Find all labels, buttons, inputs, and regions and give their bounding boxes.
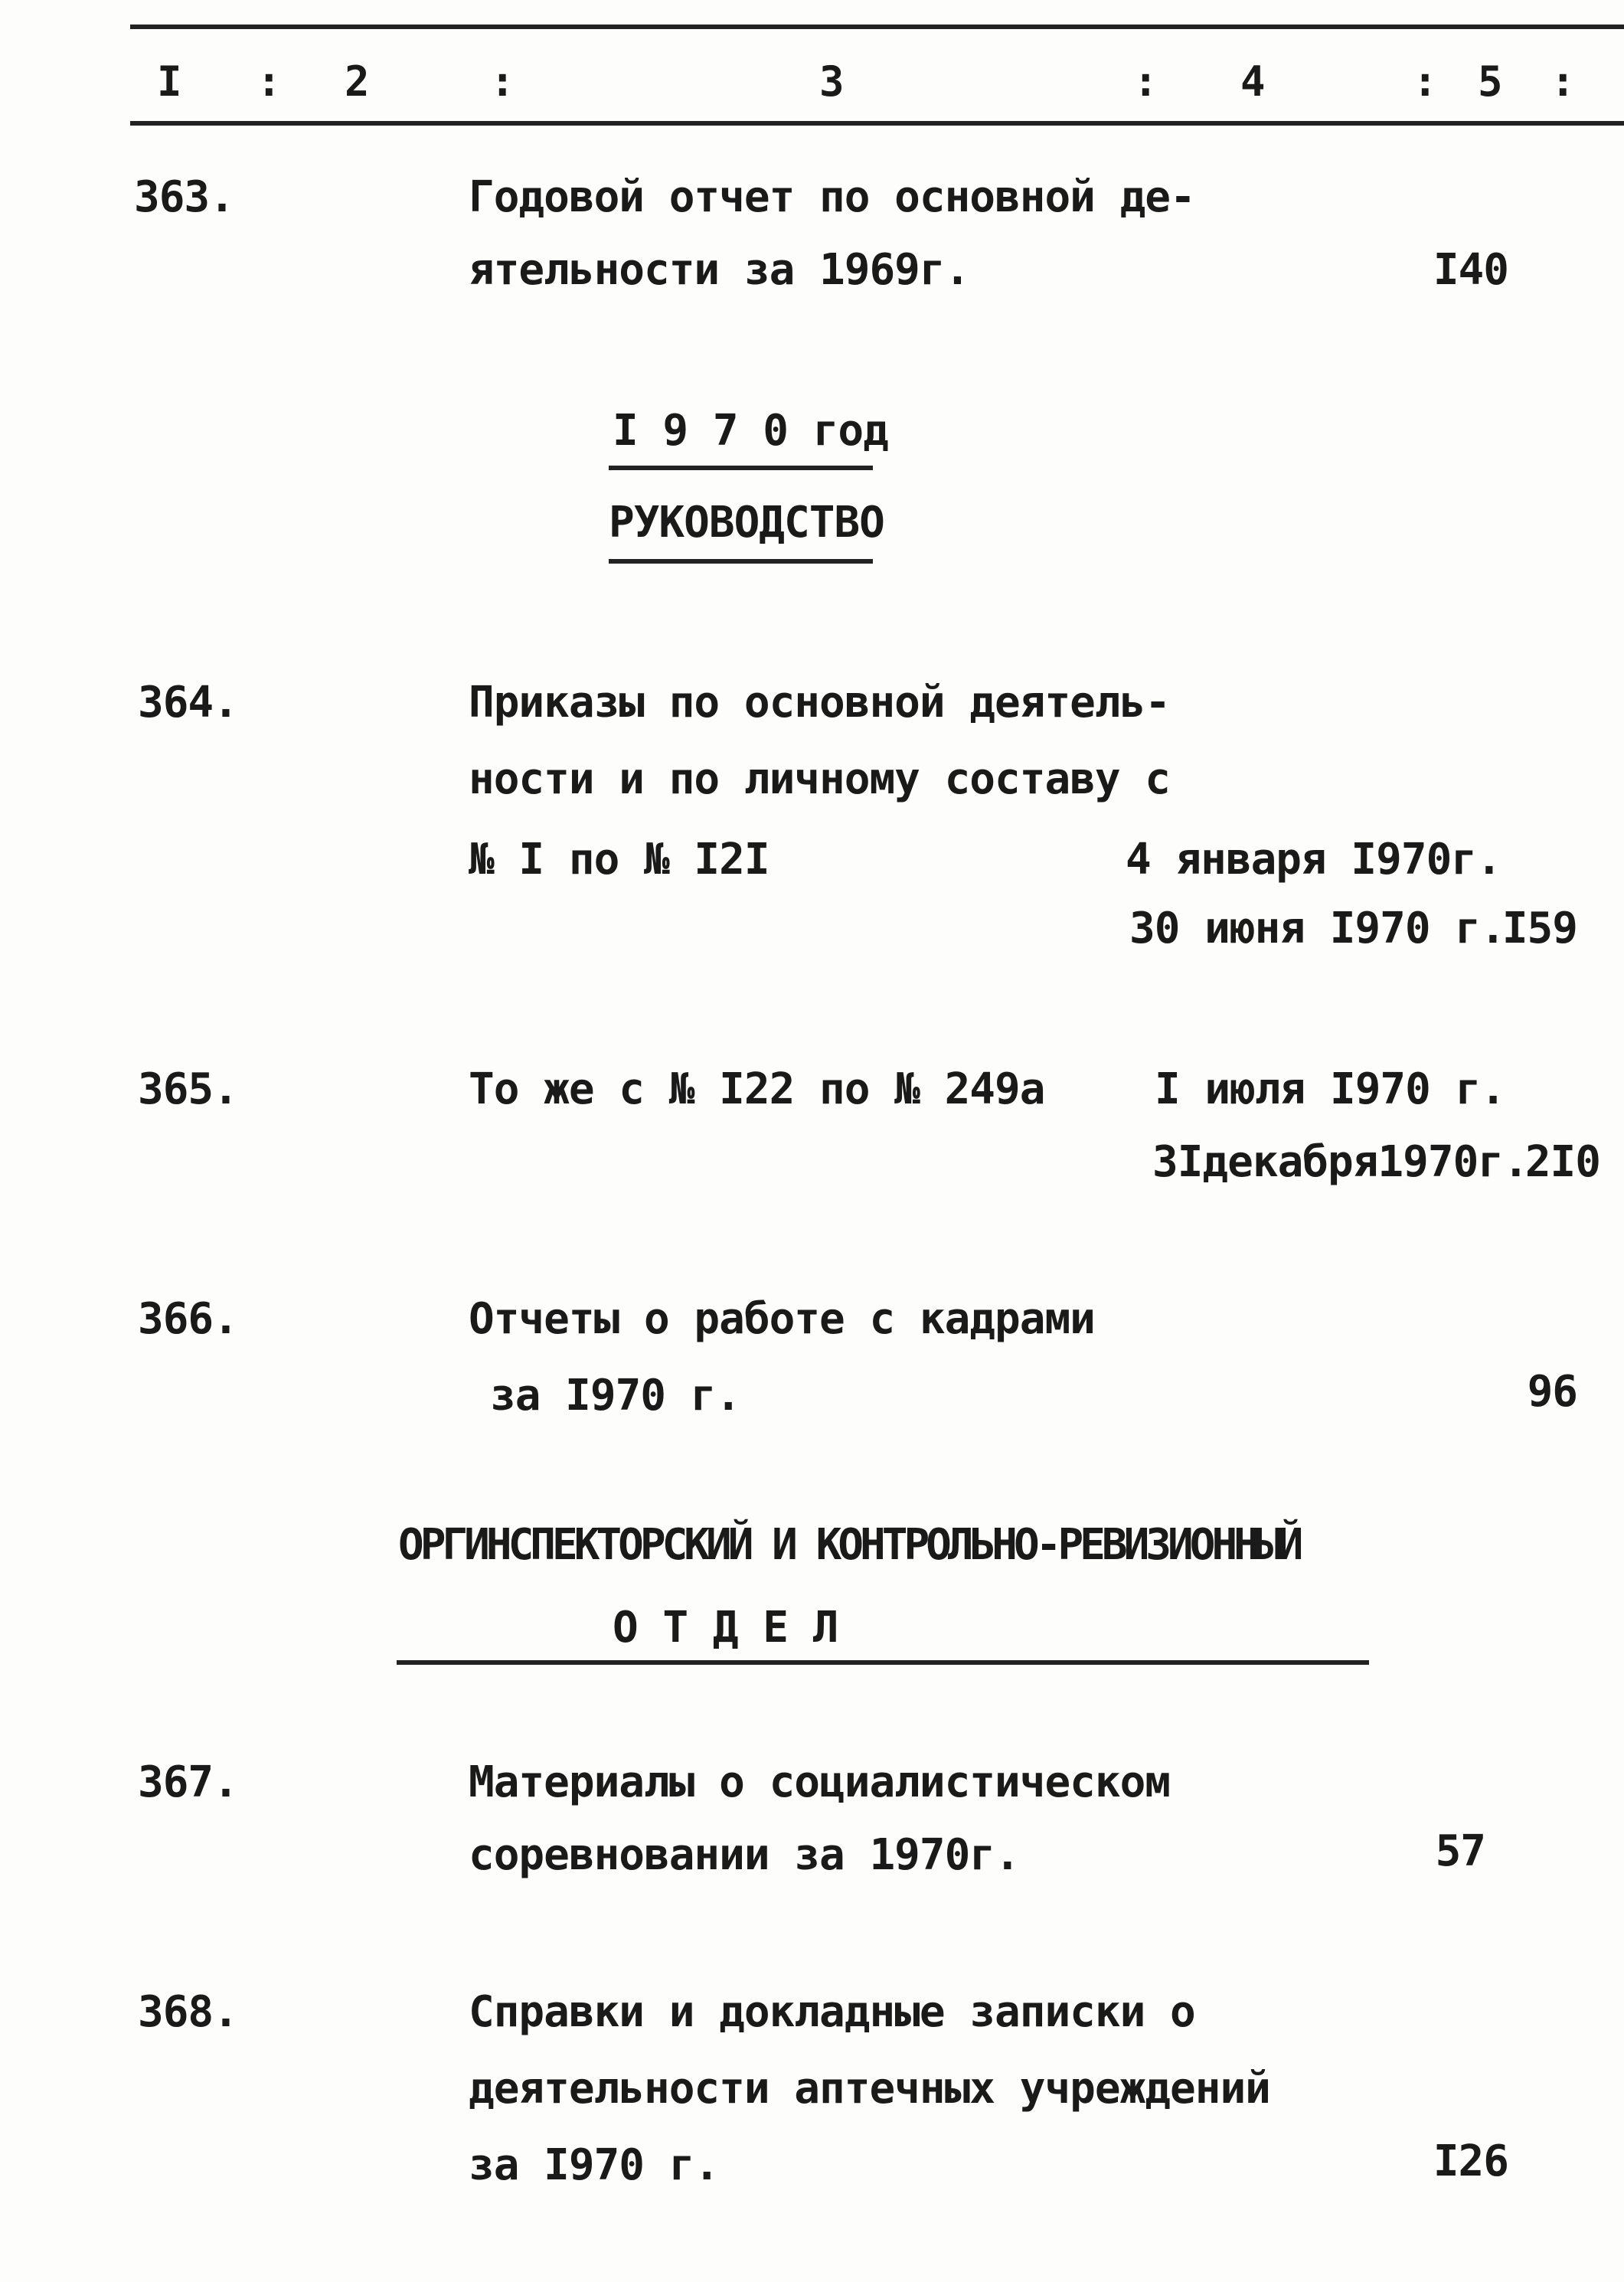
entry-end-date: 3Iдекабря1970г. xyxy=(1152,1137,1528,1187)
column-separator: : xyxy=(1550,57,1575,106)
entry-title-line: за I970 г. xyxy=(490,1371,741,1421)
year-heading: I 9 7 0 год xyxy=(613,406,888,456)
entry-number: 368. xyxy=(138,1987,238,2037)
entry-title-line: ности и по личному составу с xyxy=(469,754,1171,804)
header-top-rule xyxy=(130,25,1624,29)
column-separator: : xyxy=(1413,57,1437,106)
entry-start-date: 4 января I970г. xyxy=(1126,835,1501,884)
column-header-3: 3 xyxy=(819,57,844,106)
entry-number: 363. xyxy=(134,172,234,222)
column-header-2: 2 xyxy=(345,57,369,106)
column-header-1: I xyxy=(157,57,181,106)
entry-title-line: № I по № I2I xyxy=(469,835,770,884)
entry-title-line: Годовой отчет по основной де- xyxy=(469,172,1195,222)
entry-title-line: за I970 г. xyxy=(469,2140,720,2190)
entry-start-date: I июля I970 г. xyxy=(1155,1064,1506,1114)
entry-sheet-count: 57 xyxy=(1435,1826,1485,1876)
entry-title-line: Приказы по основной деятель- xyxy=(469,678,1171,727)
entry-sheet-count: 96 xyxy=(1527,1367,1577,1417)
entry-sheet-count: I26 xyxy=(1433,2137,1508,2186)
management-heading: РУКОВОДСТВО xyxy=(609,498,884,548)
entry-end-date: 30 июня I970 г. xyxy=(1129,904,1505,953)
entry-title-line: соревновании за 1970г. xyxy=(469,1830,1020,1880)
column-separator: : xyxy=(1133,57,1158,106)
entry-number: 365. xyxy=(138,1064,238,1114)
column-separator: : xyxy=(490,57,515,106)
entry-title-line: Справки и докладные записки о xyxy=(469,1987,1195,2037)
entry-sheet-count: I59 xyxy=(1501,904,1577,953)
entry-title-line: Отчеты о работе с кадрами xyxy=(469,1294,1095,1344)
entry-sheet-count: I40 xyxy=(1433,245,1508,295)
entry-sheet-count: 2I0 xyxy=(1524,1137,1600,1187)
column-separator: : xyxy=(257,57,281,106)
entry-number: 364. xyxy=(138,678,238,727)
header-bottom-rule xyxy=(130,121,1624,126)
entry-number: 366. xyxy=(138,1294,238,1344)
department-heading: ОРГИНСПЕКТОРСКИЙ И КОНТРОЛЬНО-РЕВИЗИОННЫЙ xyxy=(398,1520,1300,1570)
column-header-4: 4 xyxy=(1240,57,1265,106)
department-heading-word: О Т Д Е Л xyxy=(613,1603,838,1653)
column-header-5: 5 xyxy=(1478,57,1502,106)
entry-title-line: То же с № I22 по № 249а xyxy=(469,1064,1045,1114)
department-heading-underline xyxy=(397,1660,1369,1665)
entry-title-line: деятельности аптечных учреждений xyxy=(469,2064,1270,2114)
entry-title-line: ятельности за 1969г. xyxy=(469,245,970,295)
year-heading-underline xyxy=(609,466,873,470)
entry-title-line: Материалы о социалистическом xyxy=(469,1757,1171,1807)
management-heading-underline xyxy=(609,559,873,564)
entry-number: 367. xyxy=(138,1757,238,1807)
